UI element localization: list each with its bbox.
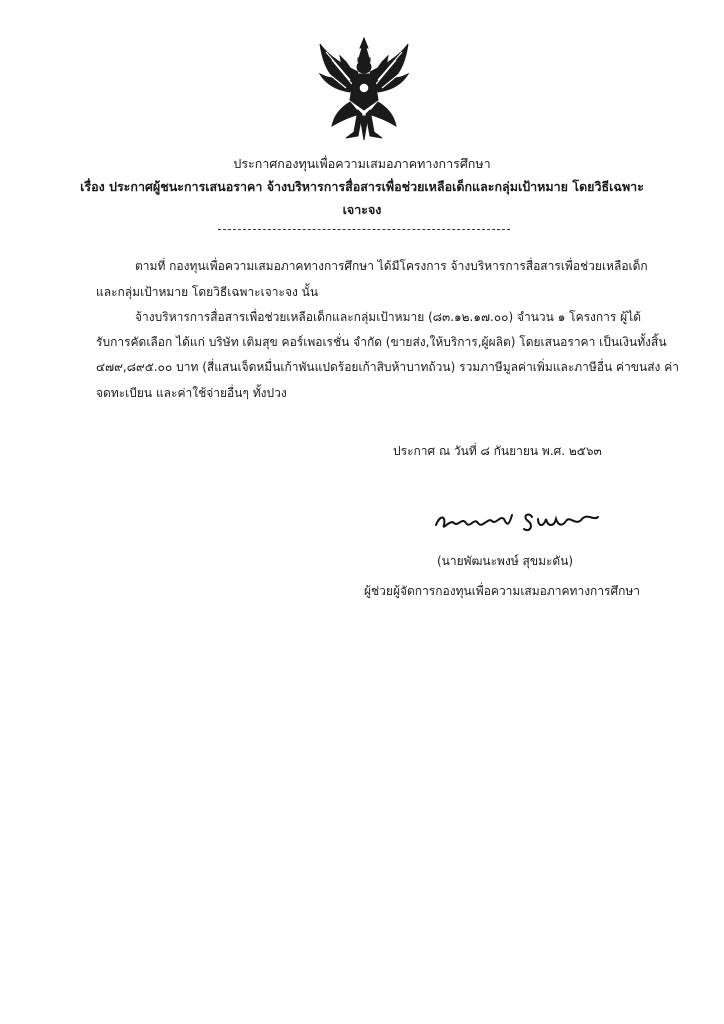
signer-name: (นายพัฒนะพงษ์ สุขมะดัน) bbox=[437, 554, 574, 568]
paragraph-2-line-4: จดทะเบียน และค่าใช้จ่ายอื่นๆ ทั้งปวง bbox=[96, 386, 287, 400]
paragraph-2-line-1: จ้างบริหารการสื่อสารเพื่อช่วยเหลือเด็กและกลุ่มเป้าหมาย (๘๓.๑๒.๑๗.๐๐) จำนวน ๑ โครงการ ผู้ได้ bbox=[135, 310, 642, 324]
paragraph-1-line-2: และกลุ่มเป้าหมาย โดยวิธีเฉพาะเจาะจง นั้น bbox=[96, 285, 319, 299]
subject-line: เรื่อง ประกาศผู้ชนะการเสนอราคา จ้างบริหารการสื่อสารเพื่อช่วยเหลือเด็กและกลุ่มเป้าหมาย โดยวิธีเฉพาะ bbox=[80, 179, 644, 194]
divider bbox=[218, 229, 510, 230]
paragraph-1-line-1: ตามที่ กองทุนเพื่อความเสมอภาคทางการศึกษา ได้มีโครงการ จ้างบริหารการสื่อสารเพื่อช่วยเหลือเด็ก bbox=[135, 259, 648, 273]
paragraph-2-line-3: ๔๗๙,๘๙๕.๐๐ บาท (สี่แสนเจ็ดหมื่นเก้าพันแปดร้อยเก้าสิบห้าบาทถ้วน) รวมภาษีมูลค่าเพิ่มและภาษีอื่น ค่าขนส่ง ค่า bbox=[96, 360, 679, 374]
announcement-date: ประกาศ ณ วันที่ ๘ กันยายน พ.ศ. ๒๕๖๓ bbox=[393, 444, 602, 458]
subject-line-continued: เจาะจง bbox=[342, 202, 382, 217]
announcement-title: ประกาศกองทุนเพื่อความเสมอภาคทางการศึกษา bbox=[233, 156, 491, 171]
handwritten-signature-icon bbox=[432, 505, 602, 537]
paragraph-2-line-2: รับการคัดเลือก ได้แก่ บริษัท เติมสุข คอร์เพอเรชั่น จำกัด (ขายส่ง,ให้บริการ,ผู้ผลิต) โดยเสนอราคา เป็นเงินทั้งสิ้น bbox=[96, 335, 667, 349]
signer-title: ผู้ช่วยผู้จัดการกองทุนเพื่อความเสมอภาคทางการศึกษา bbox=[364, 584, 641, 598]
garuda-emblem-icon bbox=[316, 36, 412, 142]
